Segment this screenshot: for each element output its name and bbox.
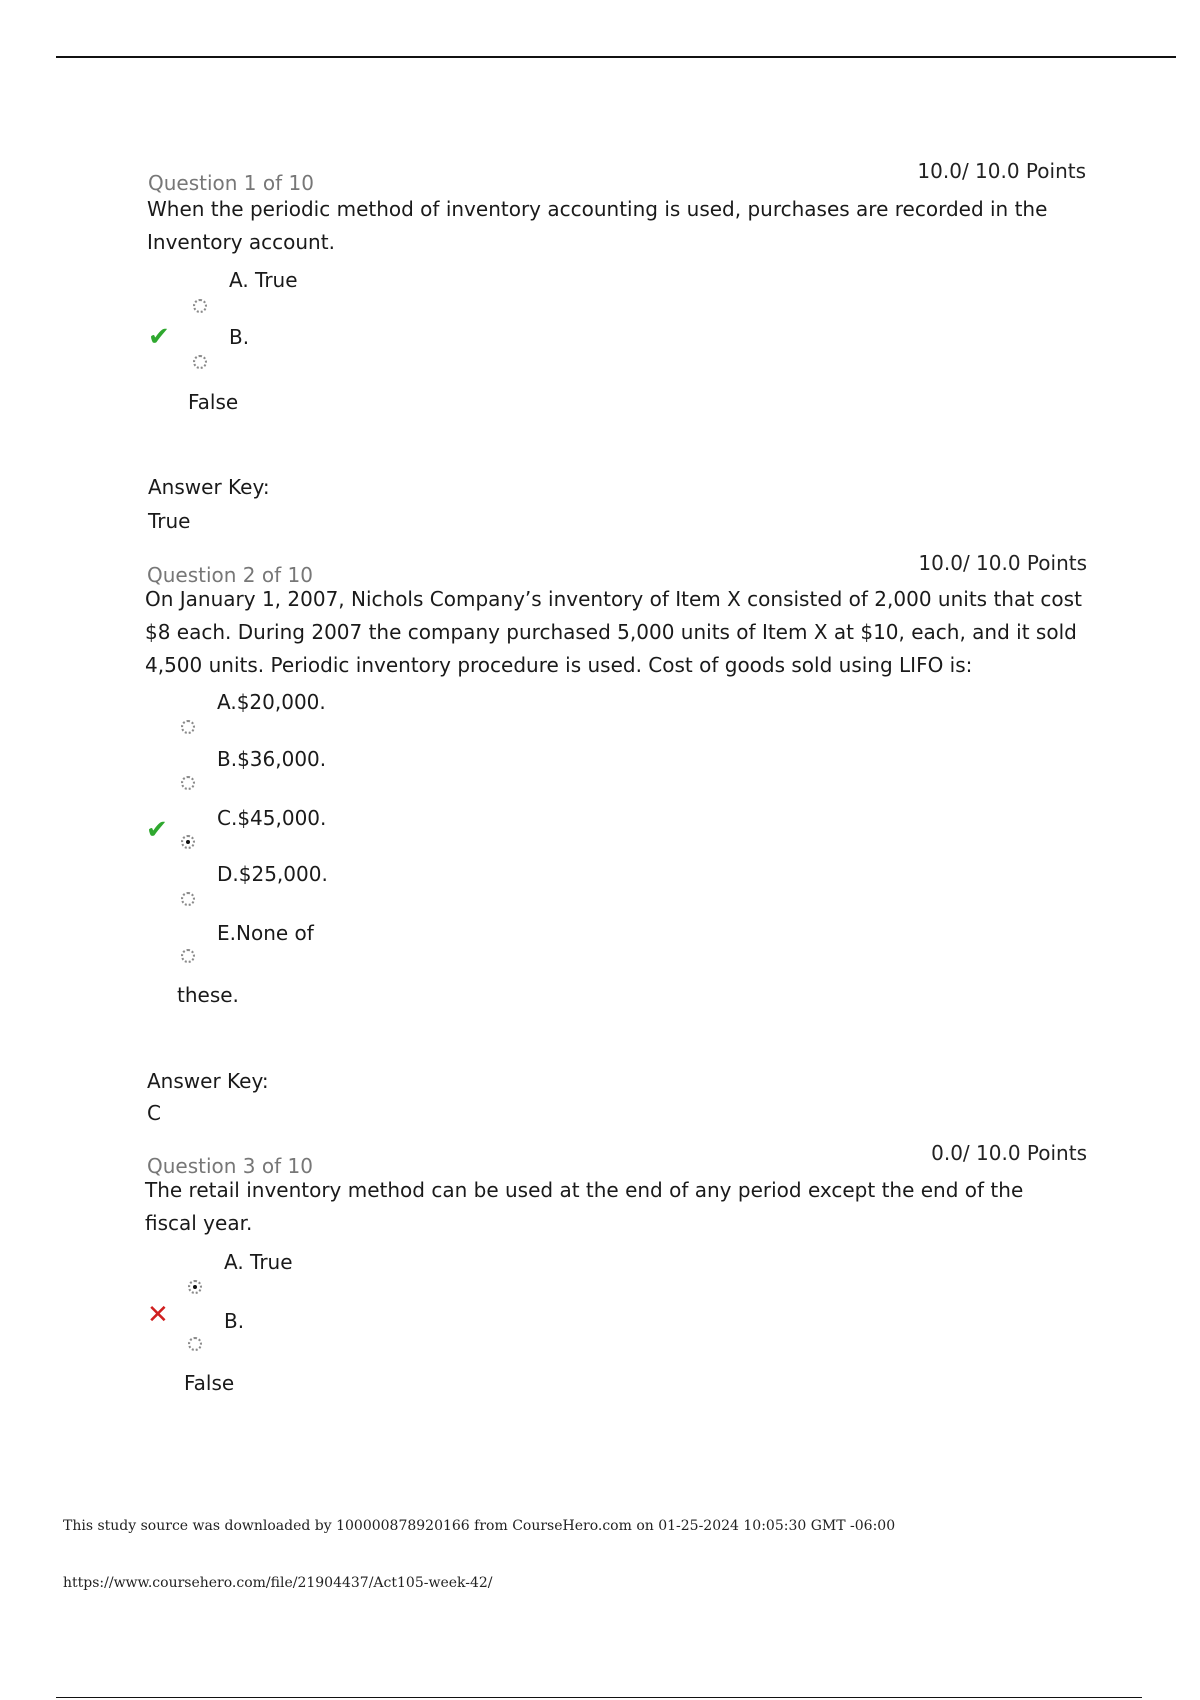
- option-b-label: B.: [229, 325, 250, 349]
- option-b-radio[interactable]: [193, 355, 207, 369]
- question-header: Question 3 of 10: [147, 1154, 313, 1178]
- correct-check-icon: ✔: [146, 815, 168, 845]
- source-url[interactable]: https://www.coursehero.com/file/21904437/Act105-week-42/: [63, 1575, 493, 1591]
- option-a-radio[interactable]: [188, 1280, 202, 1294]
- answer-key-label: Answer Key:: [148, 475, 270, 499]
- option-c-radio[interactable]: [181, 835, 195, 849]
- question-points: 10.0/ 10.0 Points: [917, 159, 1086, 183]
- option-b-text: False: [184, 1371, 235, 1395]
- question-points: 0.0/ 10.0 Points: [931, 1141, 1087, 1165]
- question-points: 10.0/ 10.0 Points: [918, 551, 1087, 575]
- option-d-label: D.$25,000.: [217, 862, 328, 886]
- download-notice: This study source was downloaded by 100000878920166 from CourseHero.com on 01-25-2024 10:05:30 GMT -06:00: [63, 1518, 896, 1534]
- bottom-rule: [56, 1697, 1142, 1698]
- option-b-label: B.$36,000.: [217, 747, 327, 771]
- top-rule: [56, 56, 1176, 58]
- option-a-label: A. True: [224, 1250, 293, 1274]
- option-d-radio[interactable]: [181, 892, 195, 906]
- incorrect-x-icon: ✕: [147, 1300, 169, 1330]
- option-a-label: A.$20,000.: [217, 690, 326, 714]
- option-b-radio[interactable]: [188, 1337, 202, 1351]
- option-c-label: C.$45,000.: [217, 806, 327, 830]
- option-e-radio[interactable]: [181, 949, 195, 963]
- option-a-label: A. True: [229, 268, 298, 292]
- question-text: On January 1, 2007, Nichols Company’s inventory of Item X consisted of 2,000 units that cost $8 each. During 2007 the company purchased 5,000 units of Item X at $10, each, and it sold 4,500 units. Periodic inventory procedure is used. Cost of goods sold using LIFO is:: [145, 587, 1082, 677]
- option-b-label: B.: [224, 1309, 245, 1333]
- option-e-text: these.: [177, 983, 239, 1007]
- option-a-radio[interactable]: [181, 720, 195, 734]
- answer-key-value: True: [148, 509, 191, 533]
- question-text: The retail inventory method can be used at the end of any period except the end of the fiscal year.: [145, 1178, 1024, 1235]
- option-b-text: False: [188, 390, 239, 414]
- option-e-label: E.None of: [217, 921, 314, 945]
- option-b-radio[interactable]: [181, 776, 195, 790]
- correct-check-icon: ✔: [148, 322, 170, 352]
- question-header: Question 1 of 10: [148, 171, 314, 195]
- option-a-radio[interactable]: [193, 299, 207, 313]
- answer-key-label: Answer Key:: [147, 1069, 269, 1093]
- question-header: Question 2 of 10: [147, 563, 313, 587]
- question-text: When the periodic method of inventory accounting is used, purchases are recorded in the Inventory account.: [147, 197, 1048, 254]
- answer-key-value: C: [147, 1101, 161, 1125]
